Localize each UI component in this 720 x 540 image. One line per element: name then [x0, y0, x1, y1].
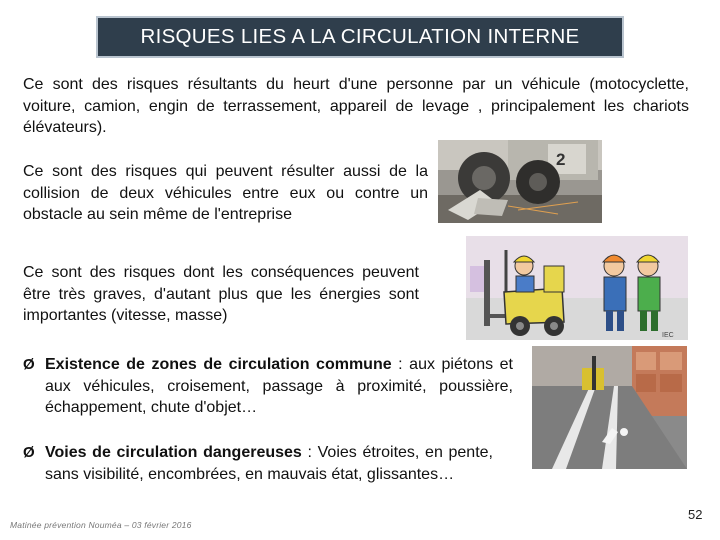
footer-text: Matinée prévention Nouméa – 03 février 2016 [10, 520, 192, 530]
bullet-heading: Existence de zones de circulation commune [45, 356, 392, 373]
arrow-bullet-icon: Ø [23, 444, 35, 461]
bullet-item-dangerous-lanes [23, 442, 493, 485]
paragraph-collision: Ce sont des risques qui peuvent résulter aussi de la collision de deux véhicules entre eux ou contre un obstacle au sein même de l'entreprise [23, 163, 428, 223]
vehicle-photo [438, 140, 602, 223]
cartoon-label: IEC [662, 332, 674, 339]
bullet-text: : Voies étroites, en pente, sans visibilité, encombrées, en mauvais état, glissantes… [45, 444, 493, 483]
bullet-text: : aux piétons et aux véhicules, croisement, passage à proximité, poussière, échappement, chute d'objet… [45, 356, 513, 416]
bullet-item-shared-zones [23, 354, 513, 419]
page-number: 52 [688, 507, 703, 522]
forklift-cartoon [466, 236, 688, 340]
vehicle-number-label: 2 [556, 150, 566, 169]
bullet-heading: Voies de circulation dangereuses [45, 444, 302, 461]
paragraph-consequences: Ce sont des risques dont les conséquences peuvent être très graves, d'autant plus que les énergies sont importantes (vitesse, masse) [23, 264, 419, 324]
slide-title: RISQUES LIES A LA CIRCULATION INTERNE [140, 25, 580, 48]
warehouse-lane-photo [532, 346, 687, 469]
arrow-bullet-icon: Ø [23, 356, 35, 373]
slide-title-box [96, 16, 624, 58]
paragraph-intro: Ce sont des risques résultants du heurt d'une personne par un véhicule (motocyclette, voiture, camion, engin de terrassement, appareil de levage , principalement les chariots élévateurs). [23, 76, 689, 136]
